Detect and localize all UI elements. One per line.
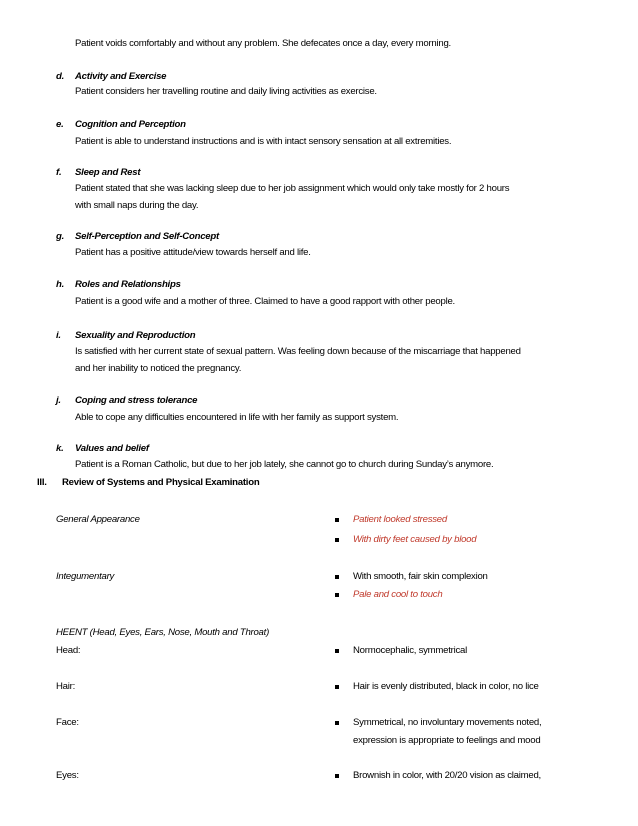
section-f-letter: f.	[56, 167, 62, 178]
section-i-text-line2: and her inability to noticed the pregnancy.	[75, 363, 242, 374]
bullet-icon	[335, 538, 339, 542]
bullet-icon	[335, 774, 339, 778]
section-h-text: Patient is a good wife and a mother of three. Claimed to have a good rapport with other people.	[75, 296, 455, 307]
bullet-icon	[335, 518, 339, 522]
section-e-title: Cognition and Perception	[75, 119, 186, 130]
integumentary-label: Integumentary	[56, 571, 115, 582]
section-k-letter: k.	[56, 443, 64, 454]
section-f-text-line2: with small naps during the day.	[75, 200, 199, 211]
hair-item: Hair is evenly distributed, black in color, no lice	[353, 681, 539, 692]
bullet-icon	[335, 593, 339, 597]
bullet-icon	[335, 575, 339, 579]
heent-heading: HEENT (Head, Eyes, Ears, Nose, Mouth and Throat)	[56, 627, 270, 638]
section-h-title: Roles and Relationships	[75, 279, 181, 290]
head-item: Normocephalic, symmetrical	[353, 645, 467, 656]
section-i-text-line1: Is satisfied with her current state of sexual pattern. Was feeling down because of the miscarriage that happened	[75, 346, 521, 357]
bullet-icon	[335, 649, 339, 653]
general-appearance-item-2: With dirty feet caused by blood	[353, 534, 477, 545]
heading-3-title: Review of Systems and Physical Examination	[62, 477, 260, 488]
hair-label: Hair:	[56, 681, 76, 692]
section-d-letter: d.	[56, 71, 65, 82]
head-label: Head:	[56, 645, 81, 656]
section-i-title: Sexuality and Reproduction	[75, 330, 196, 341]
section-g-letter: g.	[56, 231, 65, 242]
general-appearance-label: General Appearance	[56, 514, 140, 525]
section-d-text: Patient considers her travelling routine and daily living activities as exercise.	[75, 86, 377, 97]
integumentary-item-2: Pale and cool to touch	[353, 589, 443, 600]
elimination-text: Patient voids comfortably and without any problem. She defecates once a day, every morning.	[75, 38, 451, 49]
section-i-letter: i.	[56, 330, 61, 341]
section-e-text: Patient is able to understand instructions and is with intact sensory sensation at all extremities.	[75, 136, 452, 147]
section-h-letter: h.	[56, 279, 65, 290]
integumentary-item-1: With smooth, fair skin complexion	[353, 571, 488, 582]
section-j-letter: j.	[56, 395, 61, 406]
section-g-title: Self-Perception and Self-Concept	[75, 231, 219, 242]
section-f-title: Sleep and Rest	[75, 167, 141, 178]
general-appearance-item-1: Patient looked stressed	[353, 514, 447, 525]
eyes-label: Eyes:	[56, 770, 79, 781]
section-e-letter: e.	[56, 119, 64, 130]
section-g-text: Patient has a positive attitude/view towards herself and life.	[75, 247, 311, 258]
section-f-text-line1: Patient stated that she was lacking sleep due to her job assignment which would only take mostly for 2 hours	[75, 183, 510, 194]
section-k-title: Values and belief	[75, 443, 149, 454]
section-j-title: Coping and stress tolerance	[75, 395, 198, 406]
face-item-line2: expression is appropriate to feelings and mood	[353, 735, 541, 746]
bullet-icon	[335, 685, 339, 689]
section-j-text: Able to cope any difficulties encountered in life with her family as support system.	[75, 412, 399, 423]
heading-3-numeral: III.	[37, 477, 47, 488]
face-item-line1: Symmetrical, no involuntary movements noted,	[353, 717, 542, 728]
bullet-icon	[335, 721, 339, 725]
section-d-title: Activity and Exercise	[75, 71, 167, 82]
section-k-text: Patient is a Roman Catholic, but due to her job lately, she cannot go to church during Sunday’s anymore.	[75, 459, 494, 470]
face-label: Face:	[56, 717, 79, 728]
eyes-item: Brownish in color, with 20/20 vision as claimed,	[353, 770, 541, 781]
